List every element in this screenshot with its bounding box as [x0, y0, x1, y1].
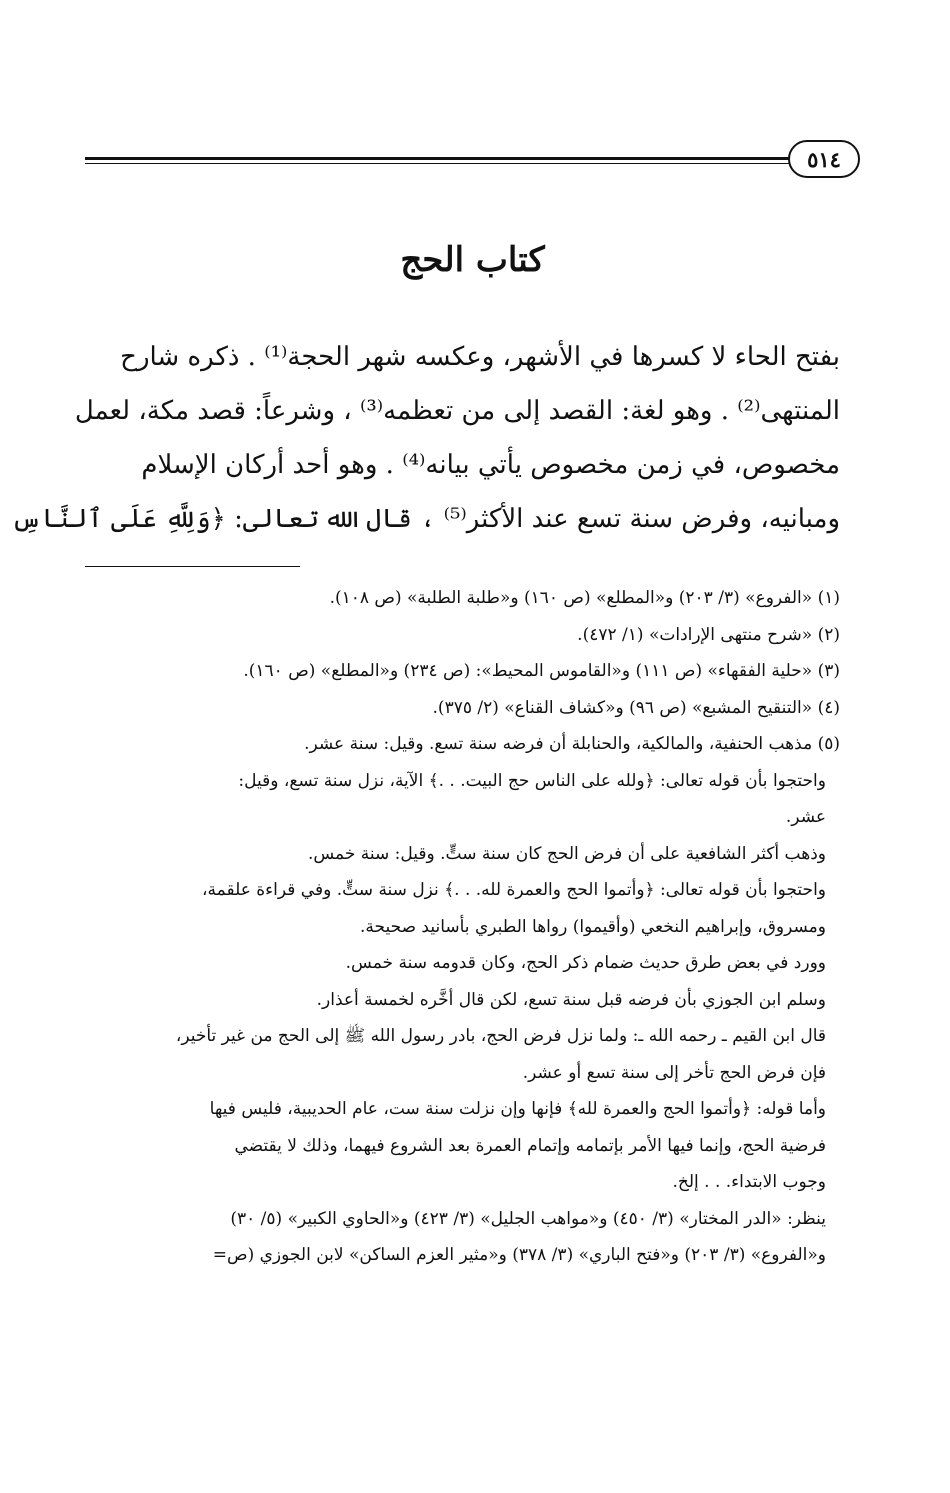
header-rule-thin	[85, 163, 790, 164]
footnote-line: فرضية الحج، وإنما فيها الأمر بإتمامه وإتمام العمرة بعد الشروع فيهما، وذلك لا يقتضي	[234, 1135, 826, 1156]
footnote-line: وسلم ابن الجوزي بأن فرضه قبل سنة تسع، لكن قال أخَّره لخمسة أعذار.	[316, 989, 826, 1010]
main-text-line: المنتهى⁽²⁾ . وهو لغة: القصد إلى من تعظمه⁽³⁾ ، وشرعاً: قصد مكة، لعمل	[74, 396, 840, 426]
main-text-line: ومبانيه، وفرض سنة تسع عند الأكثر⁽⁵⁾ ، قال الله تعالى: ﴿وَلِلَّهِ عَلَى ٱلنَّاسِ	[11, 504, 840, 534]
main-text	[11, 330, 840, 546]
footnote-4: (٤) «التنقيح المشبع» (ص ٩٦) و«كشاف القناع» (٢/ ٣٧٥).	[432, 697, 840, 718]
footnote-separator	[85, 566, 300, 567]
footnote-line: عشر.	[785, 807, 826, 827]
main-text-line: مخصوص، في زمن مخصوص يأتي بيانه⁽⁴⁾ . وهو أحد أركان الإسلام	[141, 450, 840, 480]
footnote-1: (١) «الفروع» (٣/ ٢٠٣) و«المطلع» (ص ١٦٠) و«طلبة الطلبة» (ص ١٠٨).	[329, 588, 840, 608]
footnote-line: وأما قوله: ﴿وأتموا الحج والعمرة لله﴾ فإنها وإن نزلت سنة ست، عام الحديبية، فليس فيها	[209, 1099, 826, 1119]
page-header	[85, 138, 860, 182]
footnotes	[70, 580, 840, 1274]
chapter-title: كتاب الحج	[400, 240, 545, 280]
footnote-line: وذهب أكثر الشافعية على أن فرض الحج كان سنة ستٍّ. وقيل: سنة خمس.	[307, 843, 826, 864]
footnote-line: ومسروق، وإبراهيم النخعي (وأقيموا) رواها الطبري بأسانيد صحيحة.	[359, 916, 826, 937]
footnote-line: و«الفروع» (٣/ ٢٠٣) و«فتح الباري» (٣/ ٣٧٨) و«مثير العزم الساكن» لابن الجوزي (ص=	[212, 1245, 826, 1265]
footnote-line: فإن فرض الحج تأخر إلى سنة تسع أو عشر.	[522, 1062, 826, 1083]
footnote-3: (٣) «حلية الفقهاء» (ص ١١١) و«القاموس المحيط»: (ص ٢٣٤) و«المطلع» (ص ١٦٠).	[243, 661, 840, 681]
footnote-line: وورد في بعض طرق حديث ضمام ذكر الحج، وكان قدومه سنة خمس.	[345, 953, 826, 973]
footnote-line: واحتجوا بأن قوله تعالى: ﴿ولله على الناس حج البيت. . .﴾ الآية، نزل سنة تسع، وقيل:	[238, 770, 826, 791]
footnote-line: واحتجوا بأن قوله تعالى: ﴿وأتموا الحج والعمرة لله. . .﴾ نزل سنة ستٍّ. وفي قراءة علقمة،	[202, 880, 826, 900]
footnote-line: وجوب الابتداء. . . إلخ.	[672, 1172, 826, 1192]
header-rule	[85, 157, 790, 160]
main-text-line: بفتح الحاء لا كسرها في الأشهر، وعكسه شهر الحجة⁽¹⁾ . ذكره شارح	[120, 342, 840, 372]
footnote-5: (٥) مذهب الحنفية، والمالكية، والحنابلة أن فرضه سنة تسع. وقيل: سنة عشر.	[304, 734, 840, 754]
page-number: ٥١٤	[788, 140, 860, 178]
footnote-2: (٢) «شرح منتهى الإرادات» (١/ ٤٧٢).	[577, 624, 840, 645]
footnote-line: قال ابن القيم ـ رحمه الله ـ: ولما نزل فرض الحج، بادر رسول الله ﷺ إلى الحج من غير تأخير،	[175, 1026, 826, 1046]
footnote-line: ينظر: «الدر المختار» (٣/ ٤٥٠) و«مواهب الجليل» (٣/ ٤٢٣) و«الحاوي الكبير» (٥/ ٣٠)	[230, 1208, 826, 1229]
